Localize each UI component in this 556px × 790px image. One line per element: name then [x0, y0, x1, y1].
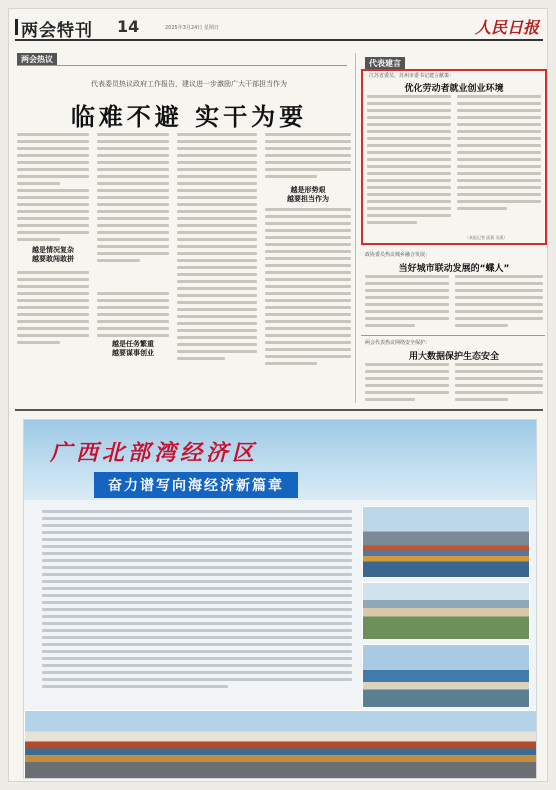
section-tag: 两会热议: [17, 53, 57, 66]
divider: [17, 65, 347, 66]
masthead-bar: [15, 19, 18, 35]
article-headline: 临难不避 实干为要: [70, 103, 308, 131]
harbor-aerial-photo: [362, 644, 530, 708]
divider: [15, 409, 543, 411]
article-subhead: 越是任务繁重 越要谋事创业: [97, 339, 169, 357]
article-headline: 用大数据保护生态安全: [408, 352, 499, 362]
article-column: [265, 133, 351, 409]
feature-banner: [23, 419, 537, 779]
article-kicker: 江苏省委员、苏州市委书记建言献策：: [369, 73, 455, 79]
banner-title: 广西北部湾经济区: [50, 440, 259, 466]
article-column: [97, 133, 169, 409]
article-subhead: 越是情况复杂 越要敢闯敢拼: [17, 245, 89, 263]
article-column: [455, 275, 543, 333]
article-column: [455, 363, 543, 403]
article-byline: （本报记者 邱燕 吴燕）: [465, 235, 508, 240]
newspaper-page: [8, 8, 548, 782]
article-headline: 当好城市联动发展的“蝶人”: [398, 264, 510, 274]
article-kicker: 政协委员热议城乡融合发展：: [365, 252, 431, 258]
container-terminal-photo: [24, 710, 537, 779]
page-number: 14: [117, 17, 140, 36]
port-container-photo: [362, 506, 530, 578]
industrial-park-photo: [362, 582, 530, 640]
section-tag: 代表建言: [365, 57, 405, 70]
article-column: [365, 363, 449, 403]
divider: [361, 335, 545, 336]
article-headline: 优化劳动者就业创业环境: [404, 84, 504, 94]
article-column: [365, 275, 449, 333]
column-divider: [355, 53, 356, 403]
section-title: 两会特刊: [21, 21, 93, 41]
article-column: [17, 133, 89, 409]
article-subhead: 越是形势艰 越要担当作为: [265, 185, 351, 203]
article-kicker: 代表委员热议政府工作报告，建议进一步激励广大干部担当作为: [91, 80, 287, 88]
article-kicker: 两会代表热议网络安全保护：: [365, 340, 431, 346]
date-line: 2025年3月24日 星期日: [165, 25, 219, 31]
article-column: [367, 95, 451, 233]
banner-subtitle: 奋力谱写向海经济新篇章: [94, 472, 298, 498]
newspaper-logo: 人民日报: [474, 18, 539, 37]
article-column: [457, 95, 541, 233]
masthead: [15, 15, 543, 41]
banner-article-text: [42, 510, 352, 705]
article-column: [177, 133, 257, 409]
